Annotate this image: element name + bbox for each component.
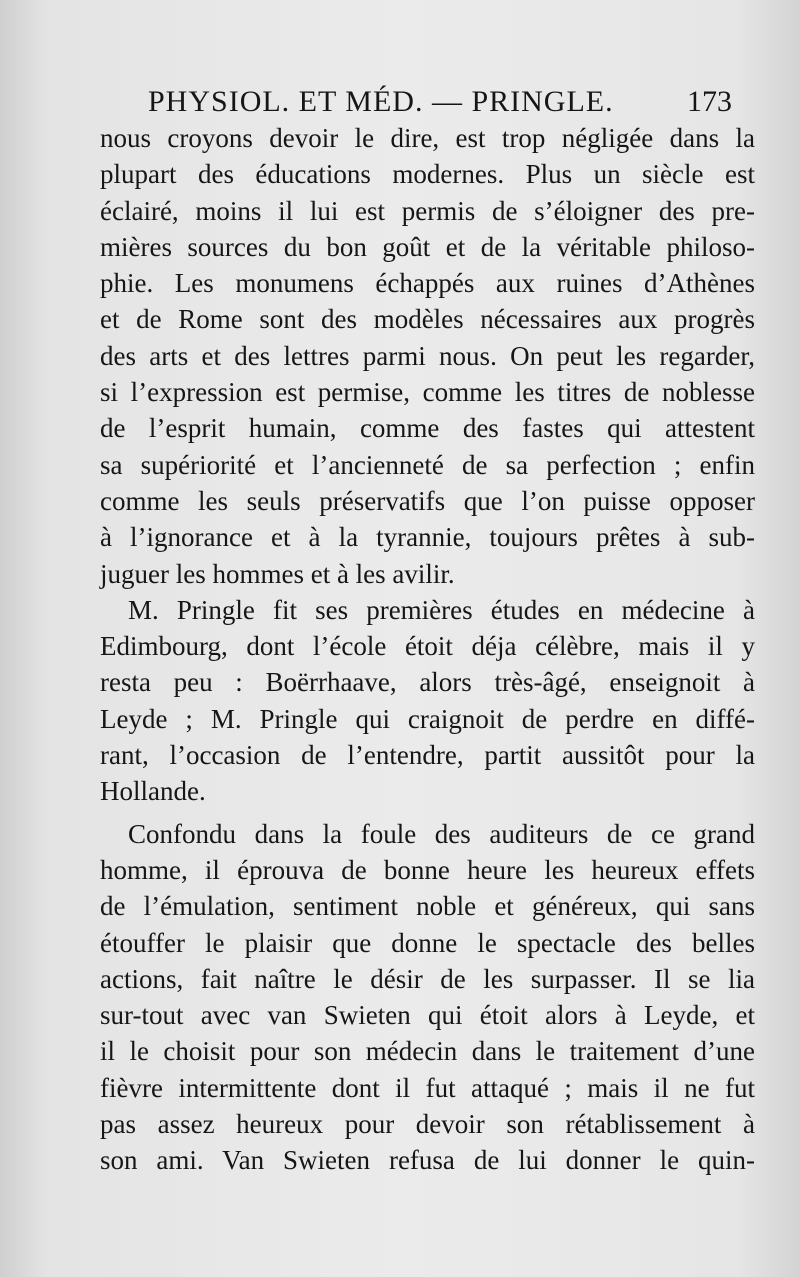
page-number: 173 [687,85,732,118]
text-line: comme les seuls préservatifs que l’on puisse opposer [100,485,755,516]
text-line: homme, il éprouva de bonne heure les heureux effets [100,854,755,885]
text-line: juguer les hommes et à les avilir. [100,558,455,589]
text-line: actions, fait naître le désir de les surpasser. Il se lia [100,963,755,994]
text-line: Hollande. [100,776,206,807]
paragraph-3 [100,816,755,1179]
text-line: resta peu : Boërrhaave, alors très-âgé, enseignoit à [100,667,755,698]
text-line: Edimbourg, dont l’école étoit déja célèbre, mais il y [100,631,755,662]
text-line: nous croyons devoir le dire, est trop négligée dans la [100,123,755,153]
text-line: si l’expression est permise, comme les titres de noblesse [100,377,755,408]
text-line: Leyde ; M. Pringle qui craignoit de perdre en diffé- [100,703,755,734]
text-line: et de Rome sont des modèles nécessaires aux progrès [100,304,755,335]
text-line: son ami. Van Swieten refusa de lui donner le quin- [100,1145,755,1176]
text-line: fièvre intermittente dont il fut attaqué ; mais il ne fut [100,1072,755,1103]
text-line: éclairé, moins il lui est permis de s’éloigner des pre- [100,195,755,226]
text-line: sa supériorité et l’ancienneté de sa perfection ; enfin [100,449,755,480]
text-line: de l’esprit humain, comme des fastes qui attestent [100,413,755,444]
body-text [100,120,755,1179]
text-line: plupart des éducations modernes. Plus un siècle est [100,159,755,190]
text-line: à l’ignorance et à la tyrannie, toujours prêtes à sub- [100,522,755,553]
text-line: des arts et des lettres parmi nous. On peut les regarder, [100,340,755,371]
text-line: mières sources du bon goût et de la véritable philoso- [100,231,755,262]
text-line: de l’émulation, sentiment noble et généreux, qui sans [100,891,755,922]
text-line: phie. Les monumens échappés aux ruines d’Athènes [100,268,755,299]
text-line: sur-tout avec van Swieten qui étoit alors à Leyde, et [100,1000,755,1031]
running-title: PHYSIOL. ET MÉD. — PRINGLE. [148,85,614,118]
page-header [148,82,738,122]
text-line: étouffer le plaisir que donne le spectacle des belles [100,927,755,958]
paragraph-1 [100,120,755,592]
text-line: rant, l’occasion de l’entendre, partit aussitôt pour la [100,740,755,771]
text-line: pas assez heureux pour devoir son rétablissement à [100,1109,755,1140]
paragraph-2 [100,592,755,810]
text-line: Confondu dans la foule des auditeurs de ce grand [128,818,755,849]
text-line: M. Pringle fit ses premières études en médecine à [128,594,755,625]
text-line: il le choisit pour son médecin dans le traitement d’une [100,1036,755,1067]
